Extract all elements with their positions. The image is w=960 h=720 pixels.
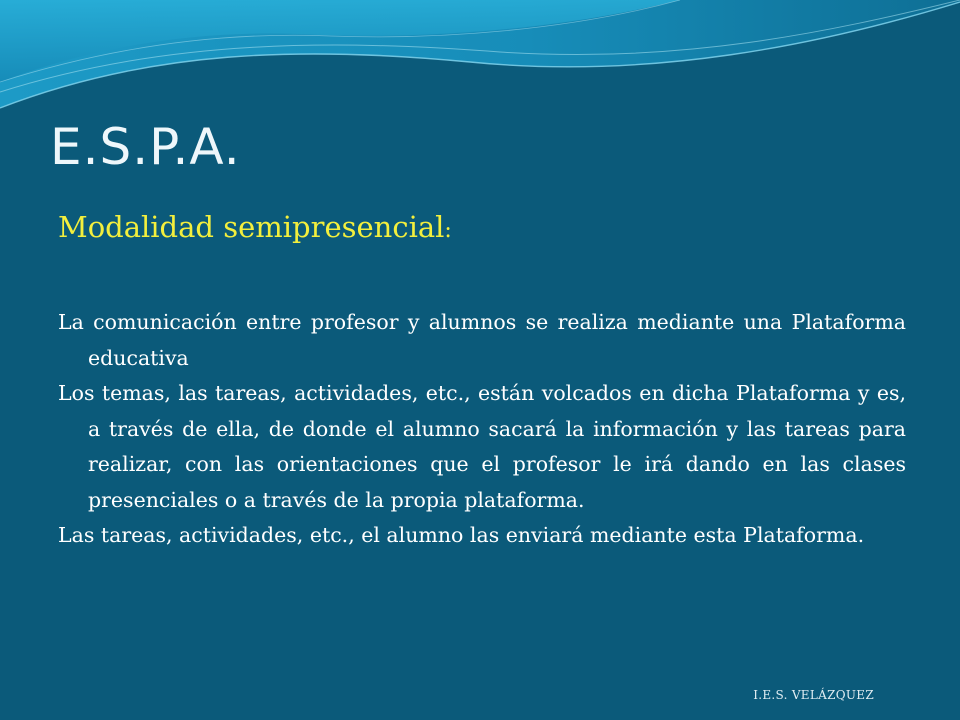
subtitle-colon: :: [444, 218, 452, 243]
slide-footer: I.E.S. VELÁZQUEZ: [753, 688, 874, 702]
slide-body: [58, 305, 906, 554]
subtitle-text: Modalidad semipresencial: [58, 210, 445, 244]
body-paragraph-1: La comunicación entre profesor y alumnos se realiza mediante una Plataforma educativa: [58, 310, 906, 370]
body-paragraph-3: Las tareas, actividades, etc., el alumno las enviará mediante esta Plataforma.: [58, 523, 865, 547]
slide-subtitle: [58, 210, 452, 245]
slide-title: E.S.P.A.: [50, 118, 241, 176]
body-paragraph-2: Los temas, las tareas, actividades, etc., están volcados en dicha Plataforma y es, a través de ella, de donde el alumno sacará la información y las tareas para realizar, con las orientaciones que el profesor le irá dando en las clases presenciales o a través de la propia plataforma.: [58, 381, 906, 512]
